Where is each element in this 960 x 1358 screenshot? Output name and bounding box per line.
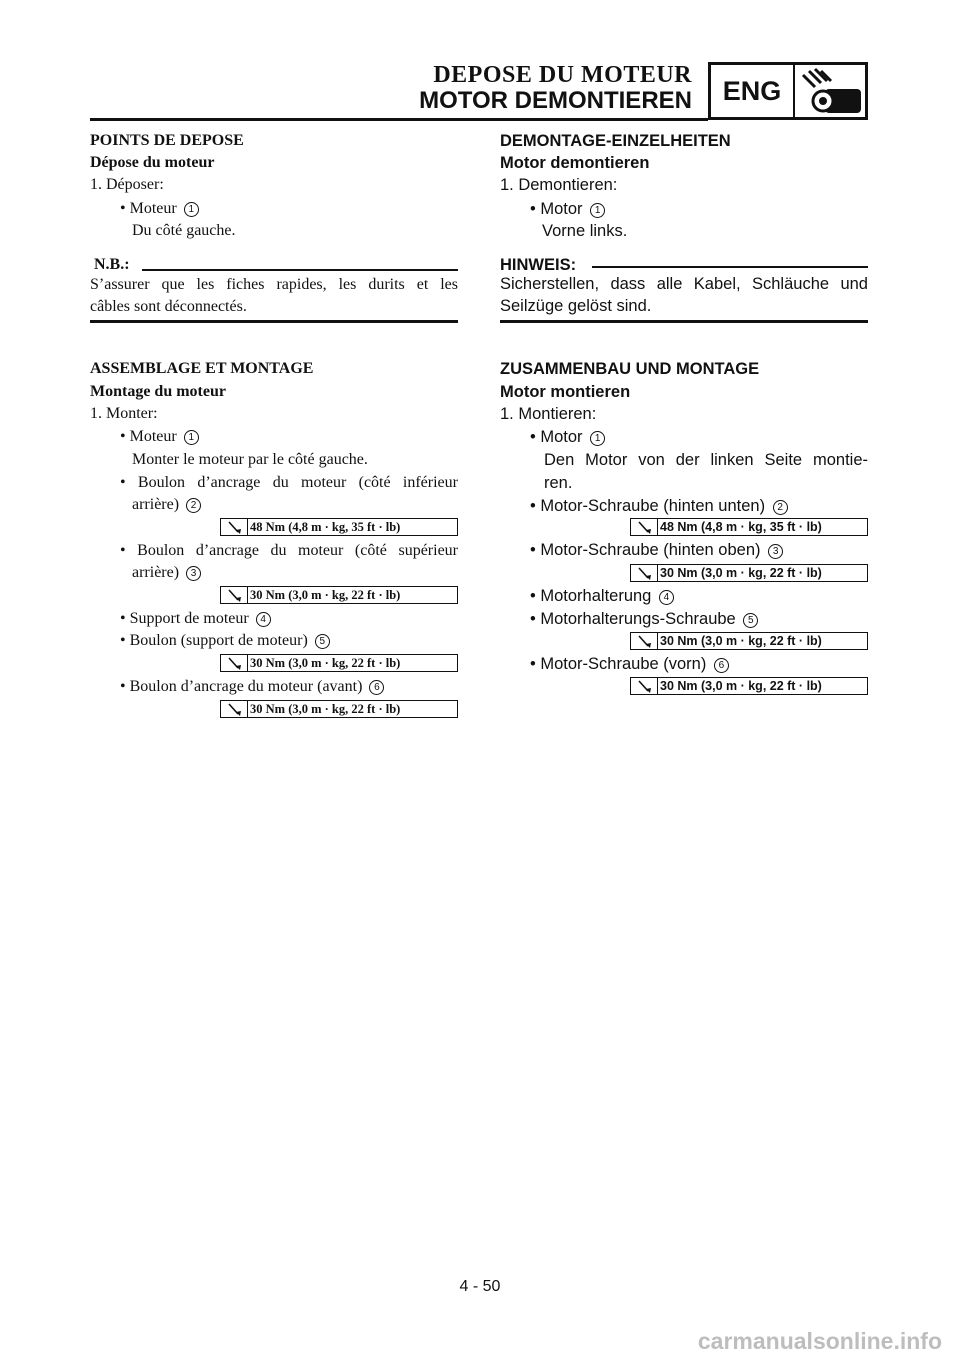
section-badge-label: ENG (711, 65, 795, 117)
engine-piston-icon (797, 67, 863, 117)
note-label-fr: N.B.: (94, 256, 130, 273)
removal-subheading-de: Motor demontieren (500, 154, 650, 172)
assembly-heading-fr: ASSEMBLAGE ET MONTAGE (90, 360, 314, 377)
removal-heading-de: DEMONTAGE-EINZELHEITEN (500, 132, 731, 150)
assembly-subheading-fr: Montage du moteur (90, 383, 226, 400)
list-item: • Moteur 1 (120, 428, 199, 446)
torque-value: 48 Nm (4,8 m · kg, 35 ft · lb) (250, 520, 401, 534)
removal-note-fr: Du côté gauche. (132, 222, 236, 239)
torque-wrench-icon (631, 565, 658, 581)
torque-spec-box (220, 654, 458, 672)
list-item-cont: arrière) 2 (132, 496, 201, 514)
list-item: • Boulon d’ancrage du moteur (côté inférieur (120, 474, 458, 491)
assembly-heading-de: ZUSAMMENBAU UND MONTAGE (500, 360, 760, 378)
removal-step-fr: 1. Déposer: (90, 176, 164, 193)
note-text-de-2: Seilzüge gelöst sind. (500, 297, 652, 315)
torque-spec-box (630, 564, 868, 582)
watermark: carmanualsonline.info (697, 1328, 942, 1354)
note-text-de: Sicherstellen, dass alle Kabel, Schläuche und (500, 275, 868, 293)
note-text-fr-2: câbles sont déconnectés. (90, 298, 247, 315)
removal-heading-fr: POINTS DE DEPOSE (90, 132, 244, 149)
removal-step-de: 1. Demontieren: (500, 176, 618, 194)
torque-wrench-icon (631, 678, 658, 694)
torque-spec-box (630, 518, 868, 536)
assembly-step-de: 1. Montieren: (500, 405, 597, 423)
list-item: • Motor 1 (530, 200, 605, 219)
note-rule-top-de (592, 266, 868, 268)
assembly-note-fr: Monter le moteur par le côté gauche. (132, 451, 368, 468)
torque-wrench-icon (631, 633, 658, 649)
list-item: • Motor 1 (530, 428, 605, 447)
note-label-de: HINWEIS: (500, 256, 577, 274)
torque-wrench-icon (631, 519, 658, 535)
assembly-subheading-de: Motor montieren (500, 383, 631, 401)
list-item: • Boulon d’ancrage du moteur (avant) 6 (120, 678, 384, 696)
assembly-note-de: Den Motor von der linken Seite montie- (544, 451, 868, 469)
note-rule-top-fr (142, 269, 458, 271)
torque-value: 30 Nm (3,0 m · kg, 22 ft · lb) (250, 656, 401, 670)
note-text-fr: S’assurer que les fiches rapides, les durits et les (90, 276, 458, 293)
list-item: • Support de moteur 4 (120, 610, 271, 628)
list-item: • Motorhalterung 4 (530, 587, 674, 606)
torque-wrench-icon (221, 655, 248, 671)
torque-value: 30 Nm (3,0 m · kg, 22 ft · lb) (660, 679, 822, 693)
note-rule-bottom-de (500, 320, 868, 323)
torque-spec-box (220, 586, 458, 604)
torque-wrench-icon (221, 519, 248, 535)
torque-value: 48 Nm (4,8 m · kg, 35 ft · lb) (660, 520, 822, 534)
list-item: • Motor-Schraube (hinten oben) 3 (530, 541, 783, 560)
torque-value: 30 Nm (3,0 m · kg, 22 ft · lb) (250, 588, 401, 602)
list-item-cont: arrière) 3 (132, 564, 201, 582)
assembly-note-de-2: ren. (544, 474, 573, 492)
list-item: • Boulon (support de moteur) 5 (120, 632, 330, 650)
section-badge (708, 62, 868, 120)
torque-spec-box (220, 700, 458, 718)
removal-note-de: Vorne links. (542, 222, 628, 240)
torque-value: 30 Nm (3,0 m · kg, 22 ft · lb) (660, 634, 822, 648)
note-rule-bottom-fr (90, 320, 458, 323)
list-item: • Boulon d’ancrage du moteur (côté supérieur (120, 542, 458, 559)
torque-spec-box (220, 518, 458, 536)
torque-spec-box (630, 632, 868, 650)
header-rule (90, 118, 708, 121)
torque-value: 30 Nm (3,0 m · kg, 22 ft · lb) (660, 566, 822, 580)
list-item: • Motor-Schraube (vorn) 6 (530, 655, 729, 674)
torque-spec-box (630, 677, 868, 695)
page-title-de: MOTOR DEMONTIEREN (419, 87, 692, 114)
assembly-step-fr: 1. Monter: (90, 405, 158, 422)
removal-subheading-fr: Dépose du moteur (90, 154, 215, 171)
list-item: • Motorhalterungs-Schraube 5 (530, 610, 758, 629)
page-title-fr: DEPOSE DU MOTEUR (433, 62, 692, 88)
list-item: • Moteur 1 (120, 200, 199, 218)
list-item: • Motor-Schraube (hinten unten) 2 (530, 497, 788, 516)
torque-value: 30 Nm (3,0 m · kg, 22 ft · lb) (250, 702, 401, 716)
torque-wrench-icon (221, 587, 248, 603)
page-number: 4 - 50 (459, 1278, 501, 1295)
torque-wrench-icon (221, 701, 248, 717)
